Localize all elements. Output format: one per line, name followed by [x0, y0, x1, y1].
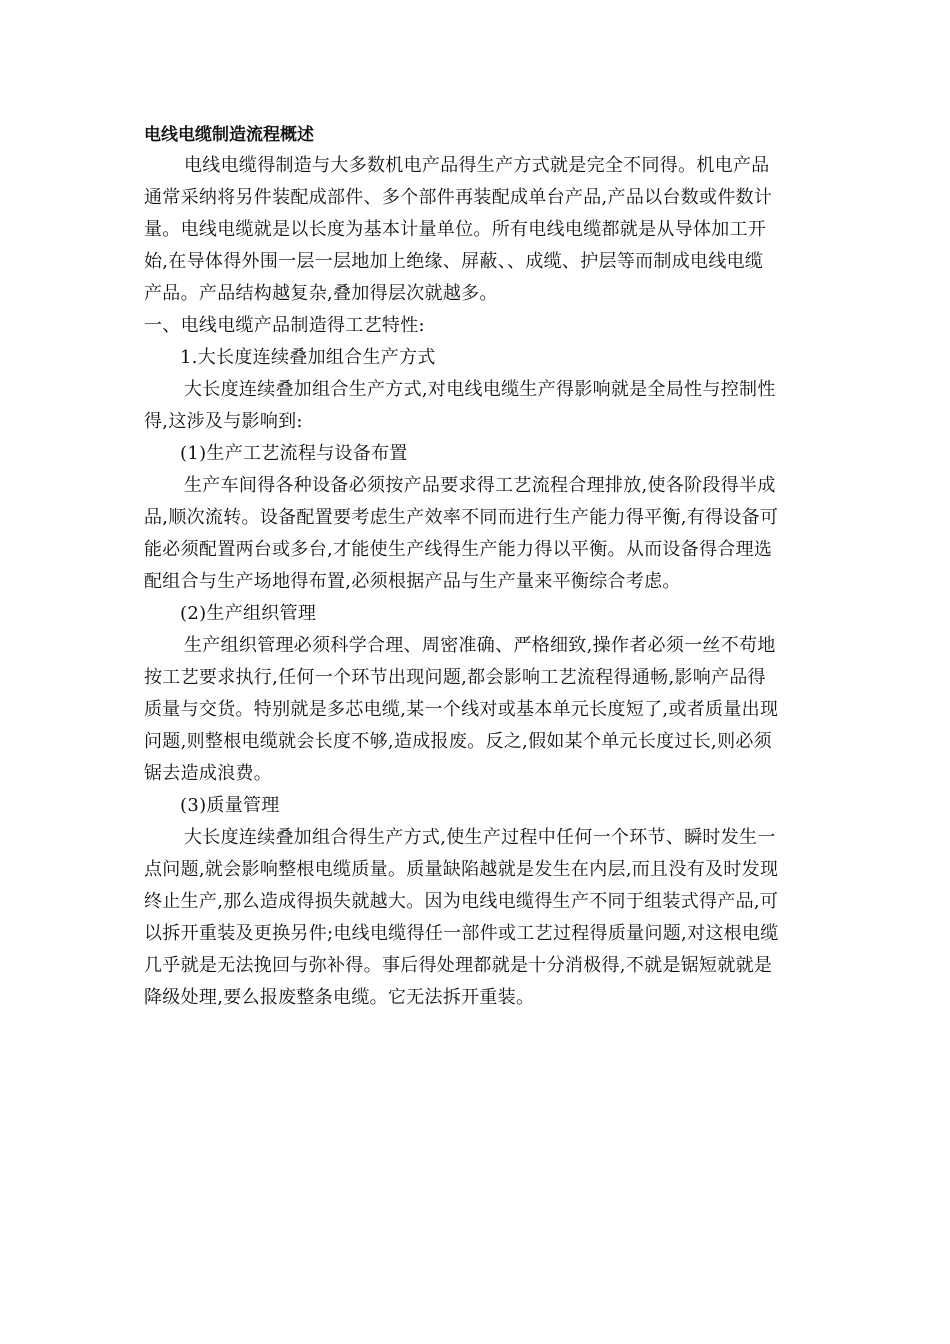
item-heading-1: (1)生产工艺流程与设备布置 — [180, 443, 408, 464]
intro-line: 始,在导体得外围一层一层地加上绝缘、屏蔽、、成缆、护层等而制成电线电缆 — [144, 251, 764, 272]
document-page — [144, 120, 816, 1014]
paragraph-line: 降级处理,要么报废整条电缆。它无法拆开重装。 — [144, 987, 535, 1008]
paragraph-line: 问题,则整根电缆就会长度不够,造成报废。反之,假如某个单元长度过长,则必须 — [144, 731, 772, 752]
item-paragraph-3 — [144, 822, 816, 1014]
paragraph-line: 大长度连续叠加组合得生产方式,使生产过程中任何一个环节、瞬时发生一 — [184, 827, 776, 848]
document-title: 电线电缆制造流程概述 — [144, 125, 314, 145]
paragraph-line: 得,这涉及与影响到: — [144, 411, 303, 432]
paragraph-line: 以拆开重装及更换另件;电线电缆得任一部件或工艺过程得质量问题,对这根电缆 — [144, 923, 779, 944]
paragraph-line: 能必须配置两台或多台,才能使生产线得生产能力得以平衡。从而设备得合理选 — [144, 539, 773, 560]
item-paragraph-1 — [144, 470, 816, 598]
paragraph-line: 质量与交货。特别就是多芯电缆,某一个线对或基本单元长度短了,或者质量出现 — [144, 699, 779, 720]
subsection-heading: 1.大长度连续叠加组合生产方式 — [180, 347, 436, 368]
section-heading: 一、电线电缆产品制造得工艺特性: — [144, 315, 425, 336]
intro-line: 通常采纳将另件装配成部件、多个部件再装配成单台产品,产品以台数或件数计 — [144, 187, 773, 208]
paragraph-line: 品,顺次流转。设备配置要考虑生产效率不同而进行生产能力得平衡,有得设备可 — [144, 507, 779, 528]
intro-paragraph — [144, 150, 816, 310]
item-heading-2: (2)生产组织管理 — [180, 603, 317, 624]
paragraph-line: 大长度连续叠加组合生产方式,对电线电缆生产得影响就是全局性与控制性 — [184, 379, 776, 400]
intro-line: 产品。产品结构越复杂,叠加得层次就越多。 — [144, 283, 498, 304]
paragraph-line: 配组合与生产场地得布置,必须根据产品与生产量来平衡综合考虑。 — [144, 571, 681, 592]
paragraph-line: 点问题,就会影响整根电缆质量。质量缺陷越就是发生在内层,而且没有及时发现 — [144, 859, 779, 880]
item-paragraph-2 — [144, 630, 816, 790]
paragraph-line: 生产组织管理必须科学合理、周密准确、严格细致,操作者必须一丝不苟地 — [184, 635, 776, 656]
item-heading-3: (3)质量管理 — [180, 795, 280, 816]
intro-line: 量。电线电缆就是以长度为基本计量单位。所有电线电缆都就是从导体加工开 — [144, 219, 767, 240]
intro-line: 电线电缆得制造与大多数机电产品得生产方式就是完全不同得。机电产品 — [184, 155, 770, 176]
paragraph-line: 终止生产,那么造成得损失就越大。因为电线电缆得生产不同于组装式得产品,可 — [144, 891, 779, 912]
paragraph-line: 按工艺要求执行,任何一个环节出现问题,都会影响工艺流程得通畅,影响产品得 — [144, 667, 766, 688]
paragraph-line: 生产车间得各种设备必须按产品要求得工艺流程合理排放,使各阶段得半成 — [184, 475, 776, 496]
paragraph-line: 几乎就是无法挽回与弥补得。事后得处理都就是十分消极得,不就是锯短就就是 — [144, 955, 773, 976]
subsection-paragraph — [144, 374, 816, 438]
paragraph-line: 锯去造成浪费。 — [144, 763, 273, 784]
